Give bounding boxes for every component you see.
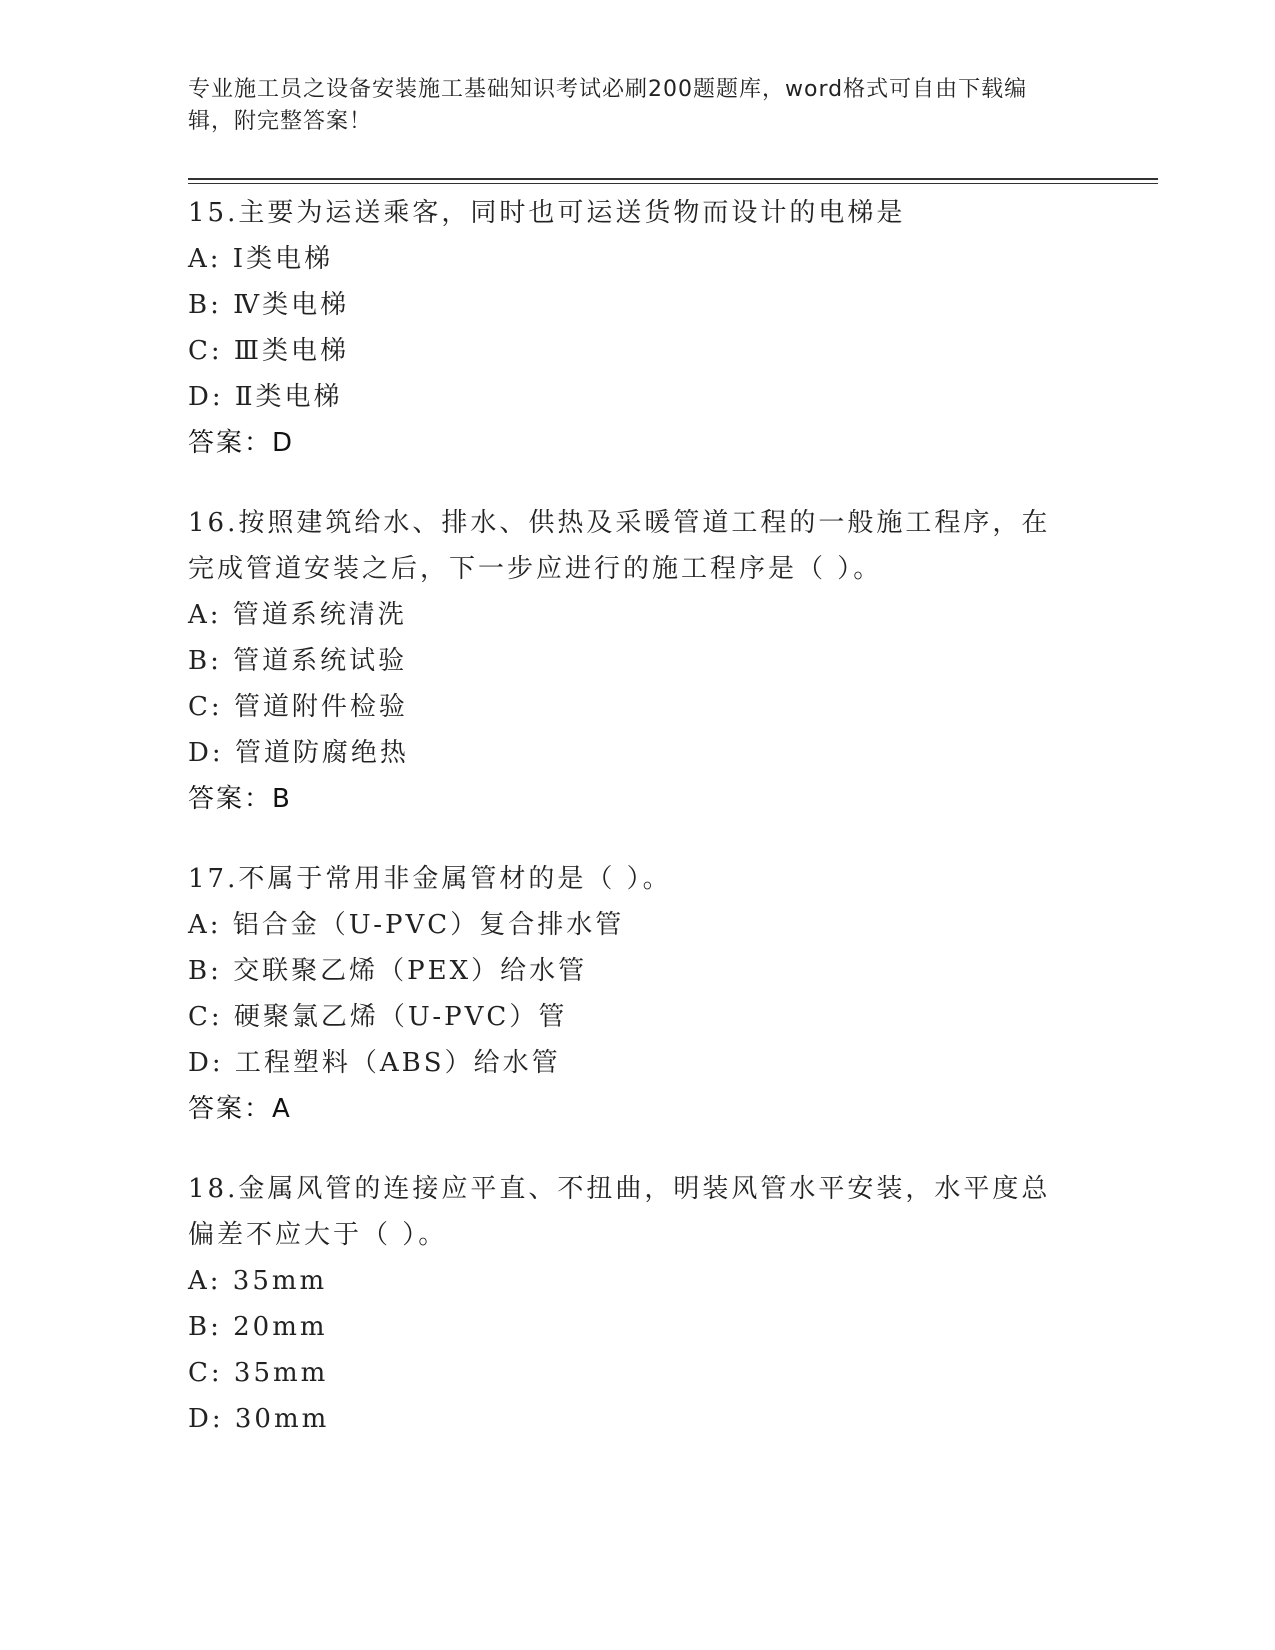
question-18 — [188, 1166, 1088, 1442]
answer-line: 答案：B — [188, 784, 292, 814]
question-stem: 15.主要为运送乘客，同时也可运送货物而设计的电梯是 — [188, 198, 906, 228]
question-stem: 18.金属风管的连接应平直、不扭曲，明装风管水平安装，水平度总偏差不应大于（ ）。 — [188, 1174, 1051, 1250]
option-d: D: 30mm — [188, 1404, 330, 1434]
option-a: A: Ⅰ类电梯 — [188, 244, 334, 274]
option-c: C: 管道附件检验 — [188, 692, 408, 722]
option-b: B: 交联聚乙烯（PEX）给水管 — [188, 956, 588, 986]
option-a: A: 管道系统清洗 — [188, 600, 407, 630]
option-d: D: 工程塑料（ABS）给水管 — [188, 1048, 561, 1078]
question-stem: 17.不属于常用非金属管材的是（ ）。 — [188, 864, 672, 894]
question-16 — [188, 500, 1088, 822]
option-d: D: Ⅱ类电梯 — [188, 382, 343, 412]
document-header: 专业施工员之设备安装施工基础知识考试必刷200题题库，word格式可自由下载编辑，附完整答案！ — [188, 77, 1028, 134]
option-a: A: 铝合金（U-PVC）复合排水管 — [188, 910, 625, 940]
option-b: B: 管道系统试验 — [188, 646, 408, 676]
header-divider-thin — [188, 183, 1158, 184]
question-15 — [188, 190, 1088, 466]
question-stem: 16.按照建筑给水、排水、供热及采暖管道工程的一般施工程序，在完成管道安装之后，下一步应进行的施工程序是（ ）。 — [188, 508, 1051, 584]
option-a: A: 35mm — [188, 1266, 328, 1296]
answer-line: 答案：D — [188, 428, 295, 458]
option-c: C: Ⅲ类电梯 — [188, 336, 349, 366]
question-list — [188, 190, 1088, 1476]
option-b: B: Ⅳ类电梯 — [188, 290, 350, 320]
answer-line: 答案：A — [188, 1094, 292, 1124]
option-d: D: 管道防腐绝热 — [188, 738, 409, 768]
option-c: C: 35mm — [188, 1358, 329, 1388]
option-b: B: 20mm — [188, 1312, 328, 1342]
question-17 — [188, 856, 1088, 1132]
header-divider-thick — [188, 178, 1158, 180]
option-c: C: 硬聚氯乙烯（U-PVC）管 — [188, 1002, 568, 1032]
